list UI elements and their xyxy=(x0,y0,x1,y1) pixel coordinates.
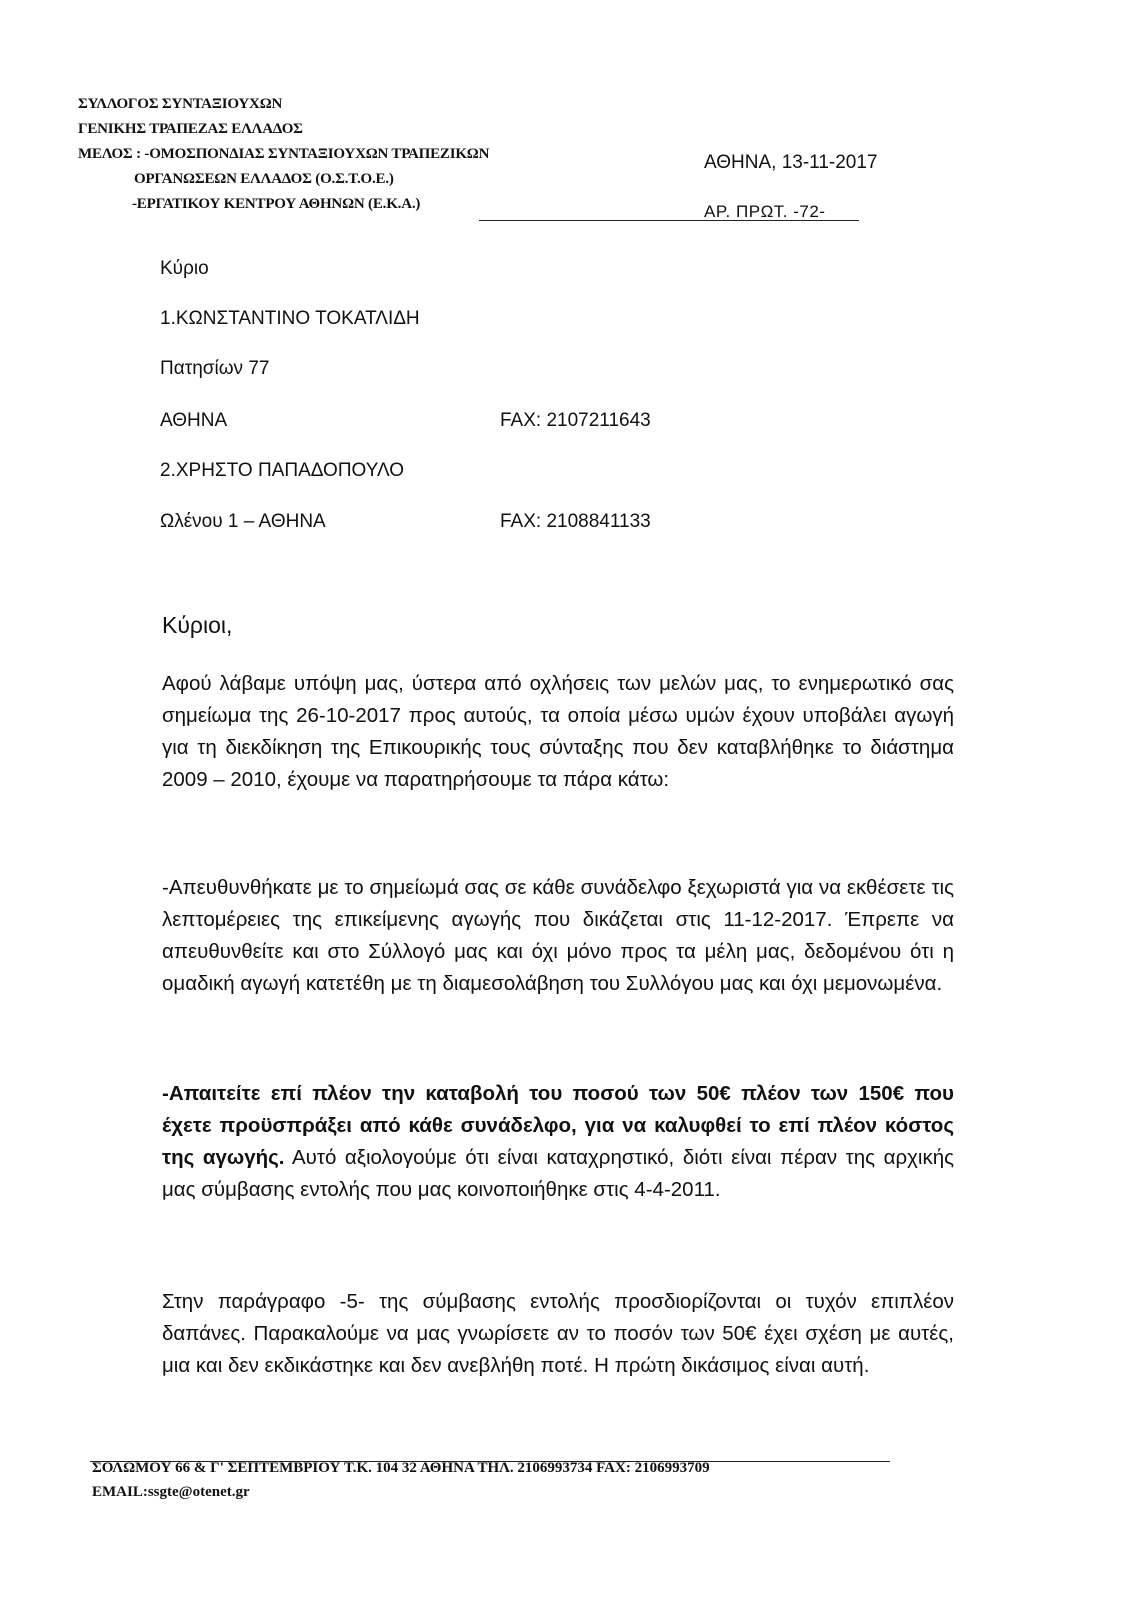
body-paragraph-3-bold: -Απαιτείτε επί πλέον την καταβολή του ποσού των 50€ πλέον των 150€ που έχετε προϋσπράξει από κάθε συνάδελφο, για να καλυφθεί το επί πλέον κόστος της αγωγής. xyxy=(162,1082,954,1169)
letterhead-line-4: ΟΡΓΑΝΩΣΕΩΝ ΕΛΛΑΔΟΣ (Ο.Σ.Τ.Ο.Ε.) xyxy=(134,171,394,187)
body-paragraph-1: Αφού λάβαμε υπόψη μας, ύστερα από οχλήσεις των μελών μας, το ενημερωτικό σας σημείωμα της 26-10-2017 προς αυτούς, τα οποία μέσω υμών έχουν υποβάλει αγωγή για τη διεκδίκηση της Επικουρικής τους σύνταξης που δεν καταβλήθηκε το διάστημα 2009 – 2010, έχουμε να παρατηρήσουμε τα πάρα κάτω: xyxy=(162,672,954,791)
footer-email: EMAIL:ssgte@otenet.gr xyxy=(92,1484,250,1500)
body-paragraph-2: -Απευθυνθήκατε με το σημείωμά σας σε κάθε συνάδελφο ξεχωριστά για να εκθέσετε τις λεπτομέρειες της επικείμενης αγωγής που δικάζεται στις 11-12-2017. Έπρεπε να απευθυνθείτε και στο Σύλλογό μας και όχι μόνο προς τα μέλη μας, δεδομένου ότι η ομαδική αγωγή κατετέθη με τη διαμεσολάβηση του Συλλόγου μας και όχι μεμονωμένα. xyxy=(162,876,954,995)
footer-address: ΣΟΛΩΜΟΥ 66 & Γ' ΣΕΠΤΕΜΒΡΙΟΥ Τ.Κ. 104 32 ΑΘΗΝΑ ΤΗΛ. 2106993734 FAX: 2106993709 xyxy=(92,1460,710,1476)
protocol-number: ΑΡ. ΠΡΩΤ. -72- xyxy=(704,202,826,221)
recipient-1-name: 1.ΚΩΝΣΤΑΝΤΙΝΟ ΤΟΚΑΤΛΙΔΗ xyxy=(160,308,420,329)
letter-date: ΑΘΗΝΑ, 13-11-2017 xyxy=(704,152,878,173)
letterhead-line-2: ΓΕΝΙΚΗΣ ΤΡΑΠΕΖΑΣ ΕΛΛΑΔΟΣ xyxy=(78,121,303,137)
recipient-2-name: 2.ΧΡΗΣΤΟ ΠΑΠΑΔΟΠΟΥΛΟ xyxy=(160,460,405,481)
recipient-2-fax: FAX: 2108841133 xyxy=(500,511,651,532)
letterhead-line-5: -ΕΡΓΑΤΙΚΟΥ ΚΕΝΤΡΟΥ ΑΘΗΝΩΝ (Ε.Κ.Α.) xyxy=(132,196,421,212)
body-paragraph-3 xyxy=(162,1078,954,1206)
letterhead xyxy=(78,92,489,217)
recipient-2-address: Ωλένου 1 – ΑΘΗΝΑ xyxy=(160,511,326,532)
letterhead-line-1: ΣΥΛΛΟΓΟΣ ΣΥΝΤΑΞΙΟΥΧΩΝ xyxy=(78,96,283,112)
salutation: Κύριοι, xyxy=(162,612,233,638)
letterhead-line-3: ΜΕΛΟΣ : -ΟΜΟΣΠΟΝΔΙΑΣ ΣΥΝΤΑΞΙΟΥΧΩΝ ΤΡΑΠΕΖΙΚΩΝ xyxy=(78,146,490,162)
body-paragraph-4: Στην παράγραφο -5- της σύμβασης εντολής προσδιορίζονται οι τυχόν επιπλέον δαπάνες. Παρακαλούμε να μας γνωρίσετε αν το ποσόν των 50€ έχει σχέση με αυτές, μια και δεν εκδικάστηκε και δεν ανεβλήθη ποτέ. Η πρώτη δικάσιμος είναι αυτή. xyxy=(162,1290,954,1377)
recipient-1-fax: FAX: 2107211643 xyxy=(500,410,651,431)
recipient-greeting: Κύριο xyxy=(160,258,209,279)
recipient-1-street: Πατησίων 77 xyxy=(160,358,270,379)
body-paragraph-3-rest: Αυτό αξιολογούμε ότι είναι καταχρηστικό, διότι είναι πέραν της αρχικής μας σύμβασης εντολής που μας κοινοποιήθηκε στις 4-4-2011. xyxy=(162,1146,954,1201)
protocol-underline xyxy=(479,220,859,221)
recipient-1-city: ΑΘΗΝΑ xyxy=(160,410,228,431)
